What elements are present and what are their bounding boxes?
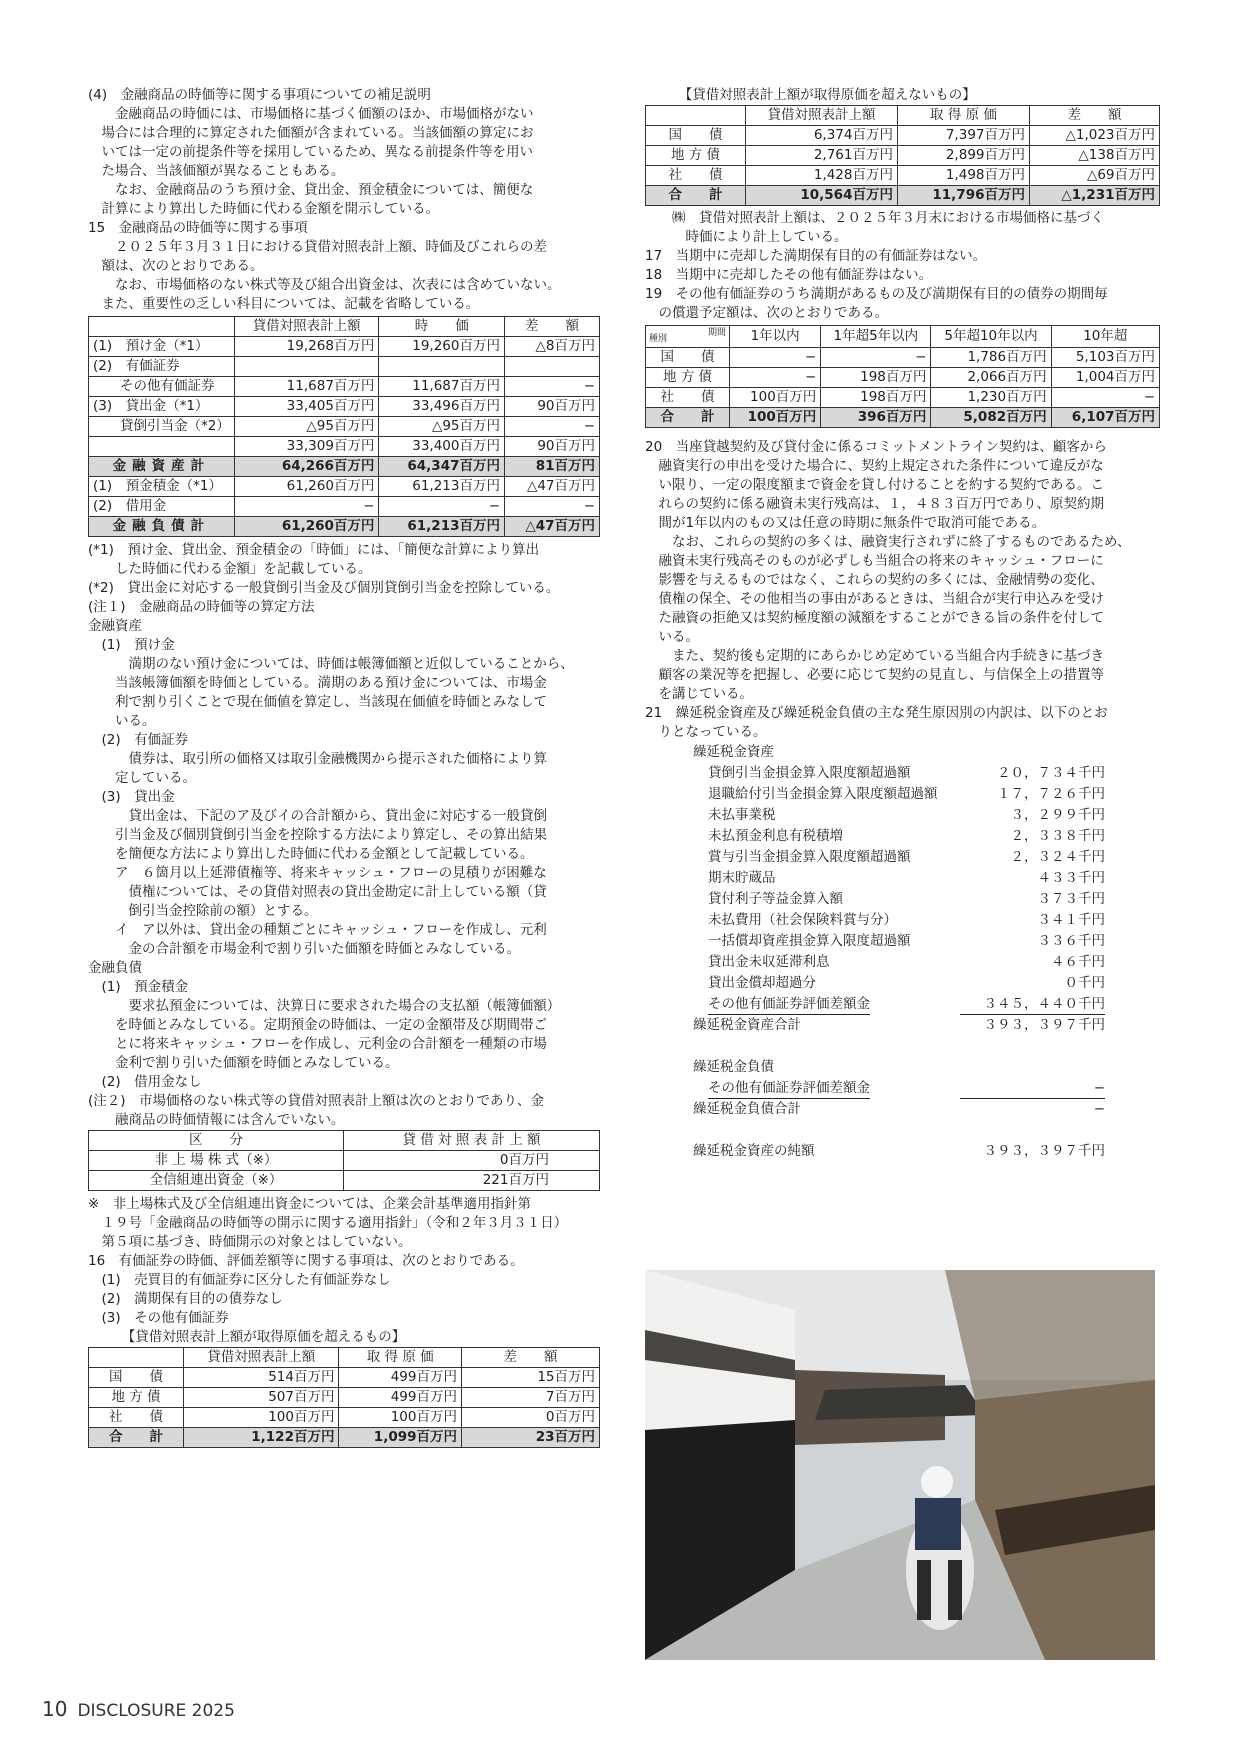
table-row: (3) 貸出金（*1） 33,405百万円 33,496百万円 90百万円 xyxy=(89,397,600,417)
dta-item-row: 貸倒引当金損金算入限度額超過額 ２０，７３４千円 xyxy=(708,765,1105,781)
page-footer xyxy=(42,1697,235,1721)
section-16-text: ※ 非上場株式及び全信組連出資金については、企業会計基準適用指針第 １９号「金融商品の時価等の開示に関する適用指針」（令和２年３月３１日） 第５項に基づき、時価開示の対象とはしていない。 16 有価証券の時価、評価差額等に関する事項は、次のとおりである。 (1) 売買目的有価証券に区分した有価証券なし (2) 満期保有目的の債券なし (3) その他有価証券 【貸借対照表計上額が取得原価を超えるもの】 xyxy=(88,1196,568,1345)
table-row: 社 債 100百万円 198百万円 1,230百万円 − xyxy=(646,388,1160,408)
table-row: 国 債 − − 1,786百万円 5,103百万円 xyxy=(646,348,1160,368)
dta-item-row: 未払費用（社会保険料賞与分） ３４１千円 xyxy=(708,912,1105,928)
unlisted-equity-table xyxy=(88,1130,600,1191)
table-total-row: 合 計 10,564百万円 11,796百万円 △1,231百万円 xyxy=(646,186,1160,206)
dta-item-row: 期末貯蔵品 ４３３千円 xyxy=(708,870,1105,886)
table4-title: 【貸借対照表計上額が取得原価を超えないもの】 xyxy=(645,87,976,103)
dtl-total-row: 繰延税金負債合計 − xyxy=(693,1101,1105,1117)
sections-20-21-text: 20 当座貸越契約及び貸付金に係るコミットメントライン契約は、顧客から 融資実行の申出を受けた場合に、契約上規定された条件について違反がな い限り、一定の限度額まで資金を貸し付けることを約する契約である。こ れらの契約に係る融資未実行残高は、１，４８３百万円であり、原契約期 間が1年以内のもの又は任意の時期に無条件で取消可能である。 なお、これらの契約の多くは、融資実行されずに終了するものであるため、 融資未実行残高そのものが必ずしも当組合の将来のキャッシュ・フローに 影響を与えるものではなく、これらの契約の多くには、金融情勢の変化、 債権の保全、その他相当の事由があるときは、当組合が実行申込みを受け た融資の拒絶又は契約極度額の減額をすることができる旨の条件を付して いる。 また、契約後も定期的にあらかじめ定めている当組合内手続きに基づき 顧客の業況等を把握し、必要に応じて契約の見直し、与信保全上の措置等 を講じている。 21 繰延税金資産及び繰延税金負債の主な発生原因別の内訳は、以下のとお りとなっている。 xyxy=(645,439,1131,740)
street-photo-illustration xyxy=(645,1270,1155,1660)
table-row: 貸倒引当金（*2） △95百万円 △95百万円 − xyxy=(89,417,600,437)
table-row: 全信組連出資金（※） 221百万円 xyxy=(89,1171,600,1191)
notes-text: (*1) 預け金、貸出金、預金積金の「時価」には、「簡便な計算により算出 した時価に代わる金額」を記載している。 (*2) 貸出金に対応する一般貸倒引当金及び個別貸倒引当金を控除している。 (注１) 金融商品の時価等の算定方法 金融資産 (1) 預け金 満期のない預け金については、時価は帳簿価額と近似していることから、 当該帳簿価額を時価としている。満期のある預け金については、市場金 利で割り引くことで現在価値を算定し、当該現在価値を時価とみなして いる。 (2) 有価証券 債券は、取引所の価格又は取引金融機関から提示された価格により算 定している。 (3) 貸出金 貸出金は、下記のア及びイの合計額から、貸出金に対応する一般貸倒 引当金及び個別貸倒引当金を控除する方法により算定し、その算出結果 を簡便な方法により算出した時価に代わる金額として記載している。 ア ６箇月以上延滞債権等、将来キャッシュ・フローの見積りが困難な 債権については、その貸借対照表の貸出金勘定に計上している額（貸 倒引当金控除前の額）とする。 イ ア以外は、貸出金の種類ごとにキャッシュ・フローを作成し、元利 金の合計額を市場金利で割り引いた価額を時価とみなしている。 金融負債 (1) 預金積金 要求払預金については、決算日に要求された場合の支払額（帳簿価額） を時価とみなしている。定期預金の時価は、一定の金額帯及び期間帯ご とに将来キャッシュ・フローを作成し、元利金の合計額を一種類の市場 金利で割り引いた価額を時価とみなしている。 (2) 借用金なし (注２) 市場価格のない株式等の貸借対照表計上額は次のとおりであり、金 融商品の時価情報には含んでいない。 xyxy=(88,542,574,1128)
table-total-row: 合 計 100百万円 396百万円 5,082百万円 6,107百万円 xyxy=(646,408,1160,428)
corner-cell: 期間 種別 xyxy=(646,326,730,348)
left-column xyxy=(88,86,600,1448)
table-total-row: 金融負債計 61,260百万円 61,213百万円 △47百万円 xyxy=(89,517,600,537)
securities-below-cost-table xyxy=(645,105,1160,206)
dta-item-row: 貸付利子等益金算入額 ３７３千円 xyxy=(708,891,1105,907)
table-total-row: 金融資産計 64,266百万円 64,347百万円 81百万円 xyxy=(89,457,600,477)
dta-title: 繰延税金資産 xyxy=(693,744,774,760)
dta-item-row: 一括償却資産損金算入限度超過額 ３３６千円 xyxy=(708,933,1105,949)
dta-item-row: 賞与引当金損金算入限度額超過額 ２，３２４千円 xyxy=(708,849,1105,865)
table-row: (2) 借用金 − − − xyxy=(89,497,600,517)
table-row: 地 方 債 2,761百万円 2,899百万円 △138百万円 xyxy=(646,146,1160,166)
table-row: 33,309百万円 33,400百万円 90百万円 xyxy=(89,437,600,457)
dta-list xyxy=(693,763,1105,1015)
table-header-row: 貸借対照表計上額 取 得 原 価 差 額 xyxy=(89,1348,600,1368)
dta-item-row: 未払預金利息有税積増 ２，３３８千円 xyxy=(708,828,1105,844)
street-photo xyxy=(645,1270,1155,1660)
table-row: (2) 有価証券 xyxy=(89,357,600,377)
page-number: 10 xyxy=(42,1697,68,1721)
table-header-row: 貸借対照表計上額 取 得 原 価 差 額 xyxy=(646,106,1160,126)
redemption-schedule-table xyxy=(645,325,1160,428)
intro-text: (4) 金融商品の時価等に関する事項についての補足説明 金融商品の時価には、市場価格に基づく価額のほか、市場価格がない 場合には合理的に算定された価額が含まれている。当該価額の算定にお いては一定の前提条件等を採用しているため、異なる前提条件等を用い た場合、当該価額が異なることもある。 なお、金融商品のうち預け金、貸出金、預金積金については、簡便な 計算により算出した時価に代わる金額を開示している。 15 金融商品の時価等に関する事項 ２０２５年３月３１日における貸借対照表計上額、時価及びこれらの差 額は、次のとおりである。 なお、市場価格のない株式等及び組合出資金は、次表には含めていない。 また、重要性の乏しい科目については、記載を省略している。 xyxy=(88,87,561,312)
table-row: 社 債 100百万円 100百万円 0百万円 xyxy=(89,1408,600,1428)
table-header-row: 貸借対照表計上額 時 価 差 額 xyxy=(89,317,600,337)
dta-net-row: 繰延税金資産の純額 ３９３，３９７千円 xyxy=(693,1143,1105,1159)
table-row: 国 債 514百万円 499百万円 15百万円 xyxy=(89,1368,600,1388)
dta-item-row: 退職給付引当金損金算入限度額超過額 １７，７２６千円 xyxy=(708,786,1105,802)
table-row: 地 方 債 507百万円 499百万円 7百万円 xyxy=(89,1388,600,1408)
right-column xyxy=(645,86,1160,1162)
table-header-row: 期間 種別 1年以内 1年超5年以内 5年超10年以内 10年超 xyxy=(646,326,1160,348)
dtl-item-row: その他有価証券評価差額金 − xyxy=(693,1078,1105,1099)
dta-total-row: 繰延税金資産合計 ３９３，３９７千円 xyxy=(693,1017,1105,1033)
securities-above-cost-table xyxy=(88,1347,600,1448)
dta-item-row: その他有価証券評価差額金 ３４５，４４０千円 xyxy=(708,994,1105,1015)
table-row: 国 債 6,374百万円 7,397百万円 △1,023百万円 xyxy=(646,126,1160,146)
sections-17-19-text: ㈱ 貸借対照表計上額は、２０２５年３月末における市場価格に基づく 時価により計上している。 17 当期中に売却した満期保有目的の有価証券はない。 18 当期中に売却したその他有価証券はない。 19 その他有価証券のうち満期があるもの及び満期保有目的の債券の期間毎 の償還予定額は、次のとおりである。 xyxy=(645,210,1108,321)
table-row: (1) 預け金（*1） 19,268百万円 19,260百万円 △8百万円 xyxy=(89,337,600,357)
deferred-tax-block xyxy=(645,742,1105,1162)
table-header-row: 区 分 貸 借 対 照 表 計 上 額 xyxy=(89,1131,600,1151)
dta-item-row: 未払事業税 ３，２９９千円 xyxy=(708,807,1105,823)
table-row: 地 方 債 − 198百万円 2,066百万円 1,004百万円 xyxy=(646,368,1160,388)
table-row: その他有価証券 11,687百万円 11,687百万円 − xyxy=(89,377,600,397)
table-row: 社 債 1,428百万円 1,498百万円 △69百万円 xyxy=(646,166,1160,186)
table-row: 非 上 場 株 式（※） 0百万円 xyxy=(89,1151,600,1171)
dta-item-row: 貸出金未収延滞利息 ４６千円 xyxy=(708,954,1105,970)
fair-value-table xyxy=(88,316,600,537)
dta-item-row: 貸出金償却超過分 ０千円 xyxy=(708,975,1105,991)
table-total-row: 合 計 1,122百万円 1,099百万円 23百万円 xyxy=(89,1428,600,1448)
dtl-title: 繰延税金負債 xyxy=(693,1059,774,1075)
footer-label: DISCLOSURE 2025 xyxy=(77,1701,235,1721)
table-row: (1) 預金積金（*1） 61,260百万円 61,213百万円 △47百万円 xyxy=(89,477,600,497)
